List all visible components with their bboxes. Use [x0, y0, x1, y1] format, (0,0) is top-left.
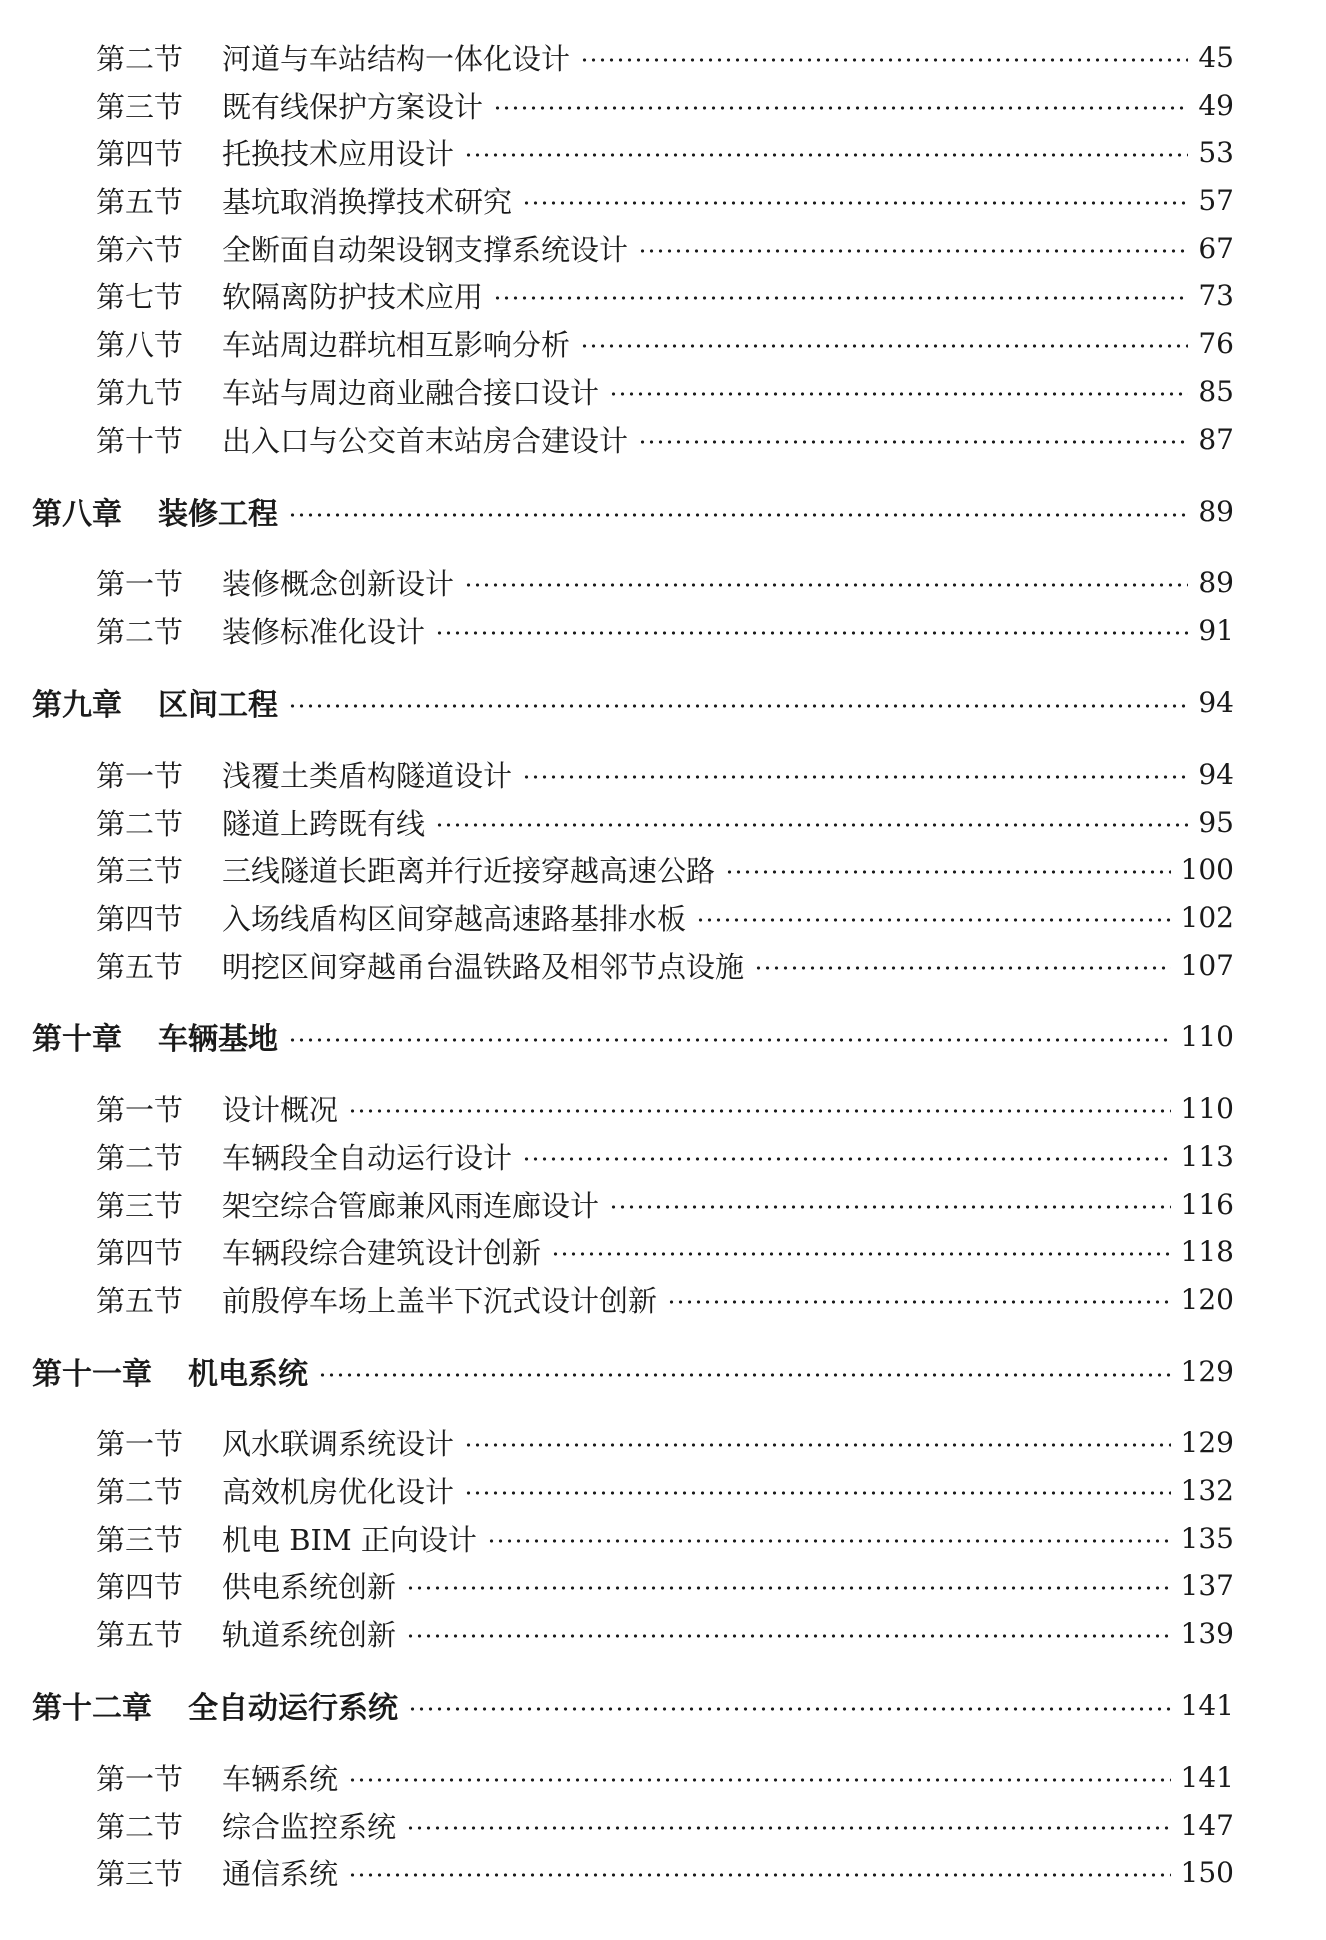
dot-leader: [406, 1826, 1171, 1830]
toc-section-row[interactable]: [96, 897, 1234, 937]
toc-page-number: 118: [1180, 1234, 1234, 1268]
dot-leader: [435, 823, 1188, 827]
toc-entry-number: 第三节: [96, 1856, 184, 1891]
toc-page-number: 49: [1198, 88, 1234, 122]
toc-chapter-row[interactable]: [32, 1685, 1234, 1725]
toc-section-row[interactable]: [96, 1613, 1234, 1653]
toc-entry-title: 三线隧道长距离并行近接穿越高速公路: [222, 853, 716, 888]
dot-leader: [493, 296, 1188, 300]
toc-entry-title: 车辆段全自动运行设计: [222, 1140, 513, 1175]
toc-section-row[interactable]: [96, 1279, 1234, 1319]
toc-page-number: 129: [1180, 1425, 1234, 1459]
toc-page-number: 110: [1180, 1091, 1234, 1125]
toc-entry-number: 第二节: [96, 614, 184, 649]
toc-entry-title: 综合监控系统: [222, 1809, 397, 1844]
toc-page-number: 147: [1180, 1808, 1234, 1842]
toc-entry-number: 第一节: [96, 1092, 184, 1127]
toc-entry-number: 第十章: [32, 1022, 122, 1057]
toc-entry-number: 第三节: [96, 1188, 184, 1223]
toc-section-row[interactable]: [96, 419, 1234, 459]
toc-entry-title: 车站与周边商业融合接口设计: [222, 375, 600, 410]
toc-entry-number: 第五节: [96, 1283, 184, 1318]
toc-section-row[interactable]: [96, 1518, 1234, 1558]
toc-section-row[interactable]: [96, 275, 1234, 315]
toc-section-row[interactable]: [96, 849, 1234, 889]
toc-entry-number: 第十二章: [32, 1691, 152, 1726]
dot-leader: [288, 513, 1188, 517]
toc-section-row[interactable]: [96, 1470, 1234, 1510]
toc-entry-title: 装修标准化设计: [222, 614, 426, 649]
dot-leader: [580, 344, 1188, 348]
toc-entry-title: 高效机房优化设计: [222, 1474, 455, 1509]
toc-chapter-row[interactable]: [32, 1016, 1234, 1056]
toc-page-number: 85: [1198, 374, 1234, 408]
dot-leader: [288, 704, 1188, 708]
toc-chapter-row[interactable]: [32, 1351, 1234, 1391]
toc-section-row[interactable]: [96, 37, 1234, 77]
toc-page-number: 135: [1180, 1521, 1234, 1555]
toc-entry-title: 车辆段综合建筑设计创新: [222, 1235, 542, 1270]
toc-page-number: 73: [1198, 278, 1234, 312]
toc-page-number: 107: [1180, 948, 1234, 982]
toc-page-number: 53: [1198, 135, 1234, 169]
toc-entry-number: 第五节: [96, 184, 184, 219]
toc-entry-number: 第二节: [96, 806, 184, 841]
toc-chapter-row[interactable]: [32, 491, 1234, 531]
toc-entry-title: 装修工程: [158, 497, 278, 532]
toc-entry-title: 基坑取消换撑技术研究: [222, 184, 513, 219]
toc-section-row[interactable]: [96, 1565, 1234, 1605]
dot-leader: [493, 106, 1188, 110]
toc-entry-title: 明挖区间穿越甬台温铁路及相邻节点设施: [222, 949, 745, 984]
dot-leader: [609, 1205, 1171, 1209]
toc-entry-number: 第四节: [96, 901, 184, 936]
dot-leader: [551, 1252, 1171, 1256]
dot-leader: [638, 249, 1188, 253]
toc-section-row[interactable]: [96, 1231, 1234, 1271]
dot-leader: [696, 918, 1171, 922]
toc-entry-title: 车辆基地: [158, 1022, 278, 1057]
toc-entry-title: 软隔离防护技术应用: [222, 279, 484, 314]
toc-page-number: 91: [1198, 613, 1234, 647]
toc-section-row[interactable]: [96, 1852, 1234, 1892]
toc-page-number: 102: [1180, 900, 1234, 934]
toc-section-row[interactable]: [96, 1088, 1234, 1128]
dot-leader: [638, 440, 1188, 444]
dot-leader: [435, 631, 1188, 635]
dot-leader: [348, 1778, 1171, 1782]
dot-leader: [487, 1539, 1171, 1543]
toc-entry-number: 第九节: [96, 375, 184, 410]
dot-leader: [464, 153, 1188, 157]
toc-entry-number: 第三节: [96, 89, 184, 124]
toc-entry-title: 全自动运行系统: [188, 1691, 398, 1726]
toc-section-row[interactable]: [96, 1136, 1234, 1176]
toc-entry-title: 通信系统: [222, 1856, 339, 1891]
toc-entry-number: 第七节: [96, 279, 184, 314]
toc-entry-number: 第四节: [96, 136, 184, 171]
dot-leader: [348, 1109, 1171, 1113]
toc-entry-title: 入场线盾构区间穿越高速路基排水板: [222, 901, 687, 936]
dot-leader: [464, 1443, 1171, 1447]
toc-page-number: 129: [1180, 1354, 1234, 1388]
toc-entry-title: 风水联调系统设计: [222, 1426, 455, 1461]
toc-entry-title: 车站周边群坑相互影响分析: [222, 327, 571, 362]
toc-entry-title: 出入口与公交首末站房合建设计: [222, 423, 629, 458]
toc-entry-title: 区间工程: [158, 688, 278, 723]
toc-section-row[interactable]: [96, 323, 1234, 363]
toc-section-row[interactable]: [96, 754, 1234, 794]
toc-section-row[interactable]: [96, 562, 1234, 602]
toc-page-number: 132: [1180, 1473, 1234, 1507]
toc-entry-number: 第五节: [96, 949, 184, 984]
toc-entry-number: 第二节: [96, 1140, 184, 1175]
dot-leader: [406, 1586, 1171, 1590]
toc-chapter-row[interactable]: [32, 682, 1234, 722]
toc-page-number: 95: [1198, 805, 1234, 839]
toc-page-number: 94: [1198, 757, 1234, 791]
dot-leader: [464, 1491, 1171, 1495]
toc-entry-number: 第二节: [96, 41, 184, 76]
toc-entry-title: 机电系统: [188, 1357, 308, 1392]
toc-page-number: 113: [1180, 1139, 1234, 1173]
dot-leader: [667, 1300, 1171, 1304]
toc-entry-number: 第一节: [96, 758, 184, 793]
toc-entry-title: 设计概况: [222, 1092, 339, 1127]
toc-page-number: 87: [1198, 422, 1234, 456]
toc-entry-title: 隧道上跨既有线: [222, 806, 426, 841]
toc-page-number: 89: [1198, 494, 1234, 528]
dot-leader: [522, 201, 1188, 205]
dot-leader: [580, 58, 1188, 62]
toc-entry-title: 既有线保护方案设计: [222, 89, 484, 124]
toc-page-number: 110: [1180, 1019, 1234, 1053]
toc-entry-number: 第十节: [96, 423, 184, 458]
toc-entry-title: 河道与车站结构一体化设计: [222, 41, 571, 76]
toc-page-number: 150: [1180, 1855, 1234, 1889]
toc-section-row[interactable]: [96, 802, 1234, 842]
toc-entry-title: 前殷停车场上盖半下沉式设计创新: [222, 1283, 658, 1318]
dot-leader: [522, 775, 1188, 779]
toc-page-number: 57: [1198, 183, 1234, 217]
toc-page-number: 137: [1180, 1568, 1234, 1602]
dot-leader: [522, 1157, 1171, 1161]
dot-leader: [725, 870, 1171, 874]
toc-entry-title: 车辆系统: [222, 1761, 339, 1796]
toc-section-row[interactable]: [96, 180, 1234, 220]
toc-entry-number: 第一节: [96, 566, 184, 601]
toc-page-number: 141: [1180, 1760, 1234, 1794]
toc-entry-title: 供电系统创新: [222, 1569, 397, 1604]
toc-entry-title: 浅覆土类盾构隧道设计: [222, 758, 513, 793]
toc-page-number: 94: [1198, 685, 1234, 719]
toc-section-row[interactable]: [96, 945, 1234, 985]
toc-entry-number: 第四节: [96, 1569, 184, 1604]
toc-page-number: 139: [1180, 1616, 1234, 1650]
dot-leader: [288, 1038, 1171, 1042]
toc-entry-title: 装修概念创新设计: [222, 566, 455, 601]
dot-leader: [408, 1707, 1171, 1711]
toc-page-number: 141: [1180, 1688, 1234, 1722]
dot-leader: [406, 1634, 1171, 1638]
toc-entry-number: 第一节: [96, 1761, 184, 1796]
toc-page-number: 116: [1180, 1187, 1234, 1221]
toc-entry-number: 第五节: [96, 1617, 184, 1652]
toc-entry-number: 第八节: [96, 327, 184, 362]
dot-leader: [609, 392, 1188, 396]
toc-entry-number: 第三节: [96, 1522, 184, 1557]
dot-leader: [348, 1873, 1171, 1877]
toc-section-row[interactable]: [96, 1184, 1234, 1224]
toc-section-row[interactable]: [96, 1805, 1234, 1845]
toc-section-row[interactable]: [96, 1422, 1234, 1462]
toc-entry-number: 第二节: [96, 1474, 184, 1509]
toc-section-row[interactable]: [96, 132, 1234, 172]
toc-page-number: 100: [1180, 852, 1234, 886]
dot-leader: [754, 966, 1171, 970]
toc-section-row[interactable]: [96, 610, 1234, 650]
toc-entry-title: 托换技术应用设计: [222, 136, 455, 171]
toc-page-number: 89: [1198, 565, 1234, 599]
toc-section-row[interactable]: [96, 371, 1234, 411]
toc-page-number: 45: [1198, 40, 1234, 74]
toc-entry-title: 轨道系统创新: [222, 1617, 397, 1652]
dot-leader: [464, 583, 1188, 587]
toc-page-number: 67: [1198, 231, 1234, 265]
toc-entry-number: 第八章: [32, 497, 122, 532]
toc-section-row[interactable]: [96, 228, 1234, 268]
toc-entry-title: 机电 BIM 正向设计: [222, 1522, 477, 1557]
toc-section-row[interactable]: [96, 85, 1234, 125]
toc-entry-number: 第十一章: [32, 1357, 152, 1392]
toc-entry-number: 第六节: [96, 232, 184, 267]
toc-entry-number: 第九章: [32, 688, 122, 723]
toc-entry-number: 第三节: [96, 853, 184, 888]
toc-page-number: 76: [1198, 326, 1234, 360]
dot-leader: [318, 1373, 1171, 1377]
toc-entry-number: 第一节: [96, 1426, 184, 1461]
toc-page-number: 120: [1180, 1282, 1234, 1316]
toc-entry-number: 第二节: [96, 1809, 184, 1844]
toc-entry-title: 架空综合管廊兼风雨连廊设计: [222, 1188, 600, 1223]
toc-section-row[interactable]: [96, 1757, 1234, 1797]
toc-entry-title: 全断面自动架设钢支撑系统设计: [222, 232, 629, 267]
toc-entry-number: 第四节: [96, 1235, 184, 1270]
